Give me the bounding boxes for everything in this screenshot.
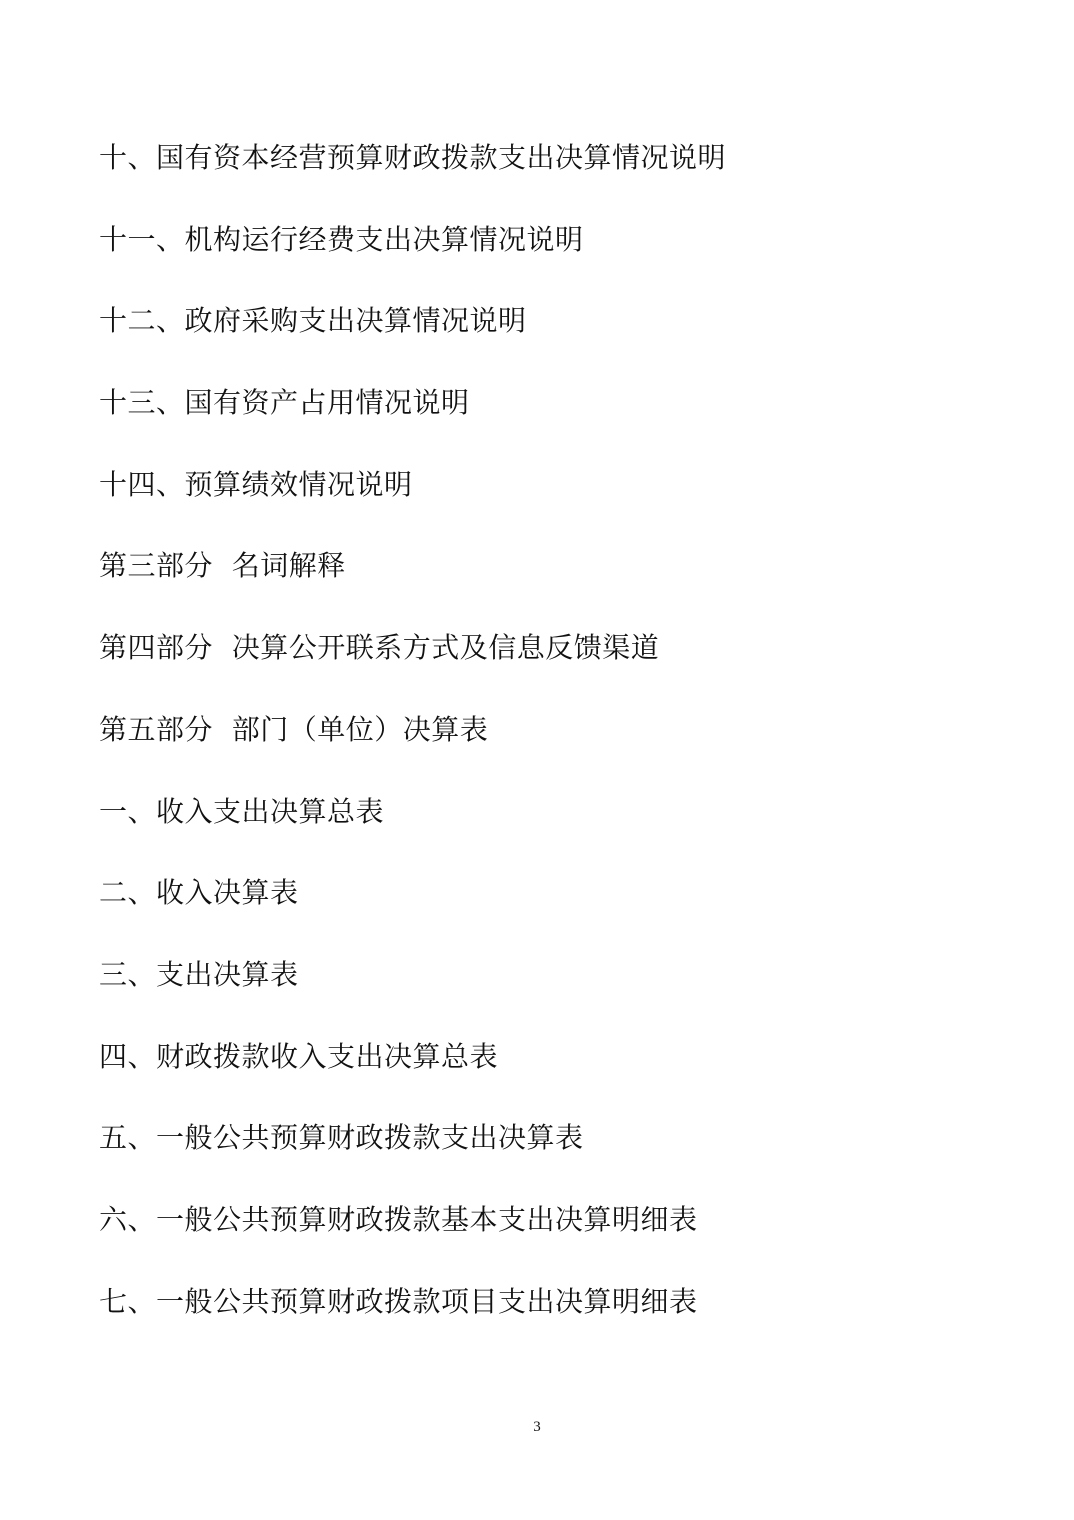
toc-table-2: 二、收入决算表 [99, 876, 299, 910]
toc-table-1: 一、收入支出决算总表 [99, 794, 385, 828]
page-number: 3 [533, 1419, 541, 1435]
toc-part-5: 第五部分 部门（单位）决算表 [99, 712, 489, 746]
toc-table-5: 五、一般公共预算财政拨款支出决算表 [99, 1121, 584, 1155]
toc-table-6: 六、一般公共预算财政拨款基本支出决算明细表 [99, 1202, 698, 1236]
toc-item-13: 十三、国有资产占用情况说明 [99, 386, 470, 420]
toc-part-3: 第三部分 名词解释 [99, 549, 346, 583]
toc-item-12: 十二、政府采购支出决算情况说明 [99, 304, 527, 338]
toc-item-10: 十、国有资本经营预算财政拨款支出决算情况说明 [99, 141, 727, 174]
toc-item-14: 十四、预算绩效情况说明 [99, 467, 413, 501]
toc-table-4: 四、财政拨款收入支出决算总表 [99, 1039, 499, 1073]
toc-table-3: 三、支出决算表 [99, 957, 299, 991]
table-of-contents [99, 136, 726, 1361]
toc-table-7: 七、一般公共预算财政拨款项目支出决算明细表 [99, 1284, 698, 1318]
toc-item-11: 十一、机构运行经费支出决算情况说明 [99, 222, 584, 256]
toc-part-4: 第四部分 决算公开联系方式及信息反馈渠道 [99, 631, 660, 665]
